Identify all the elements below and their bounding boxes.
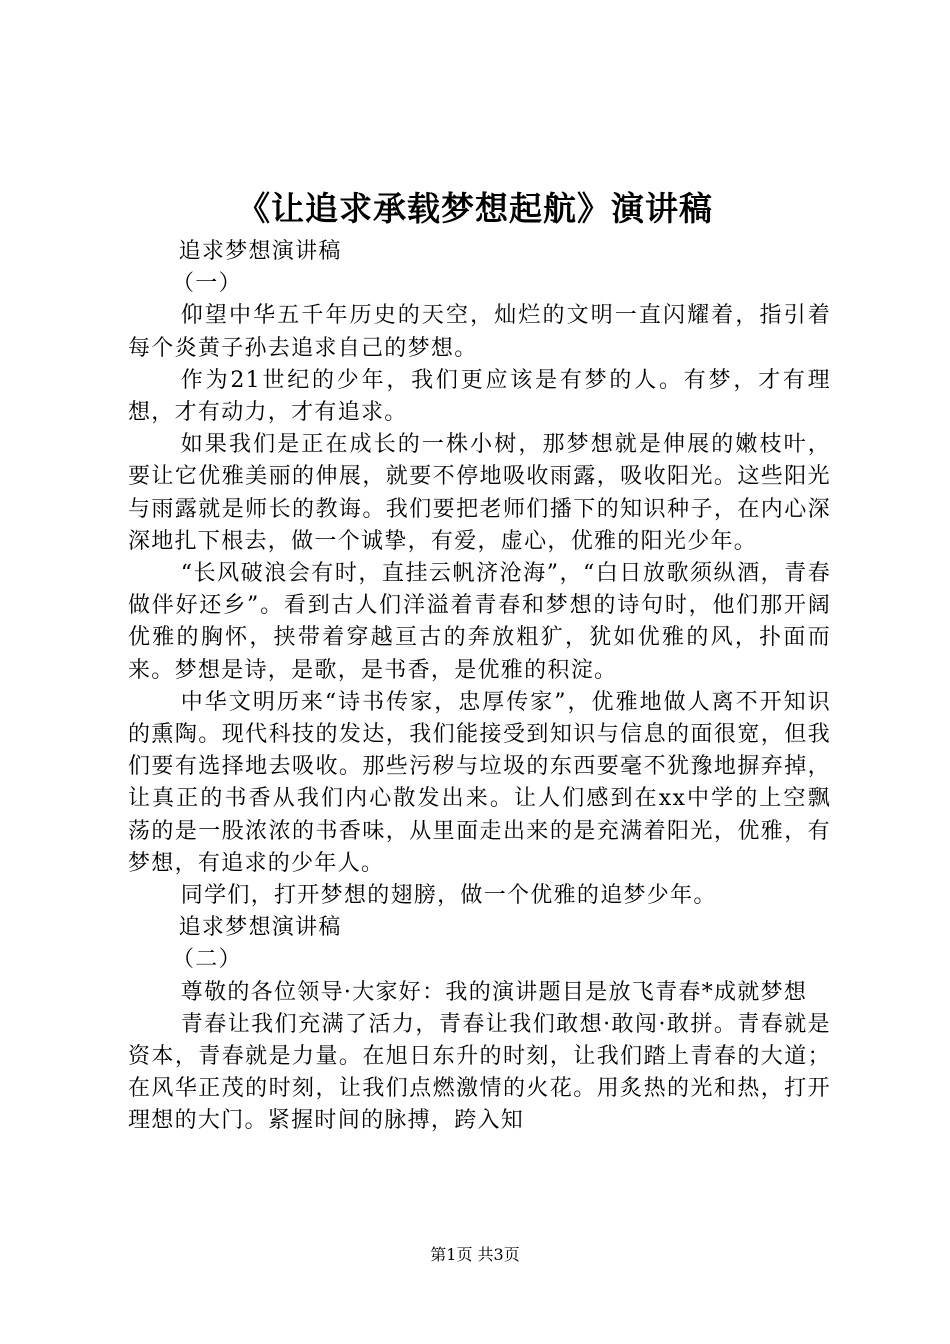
- paragraph: 青春让我们充满了活力，青春让我们敢想·敢闯·敢拼。青春就是资本，青春就是力量。在旭日东升的时刻，让我们踏上青春的大道；在风华正茂的时刻，让我们点燃激情的火花。用炙热的光和热，打开理想的大门。紧握时间的脉搏，跨入知: [128, 1011, 831, 1134]
- document-title: 《让追求承载梦想起航》演讲稿: [237, 189, 713, 228]
- section-heading: 追求梦想演讲稿: [178, 915, 342, 941]
- section-heading: 追求梦想演讲稿: [178, 239, 342, 264]
- document-body: [128, 236, 831, 1138]
- paragraph: “长风破浪会有时，直挂云帆济沧海”，“白日放歌须纵酒，青春做伴好还乡”。看到古人们洋溢着青春和梦想的诗句时，他们那开阔优雅的胸怀，挟带着穿越亘古的奔放粗犷，犹如优雅的风，扑面而来。梦想是诗，是歌，是书香，是优雅的积淀。: [128, 561, 831, 683]
- paragraph: 同学们，打开梦想的翅膀，做一个优雅的追梦少年。: [180, 883, 717, 909]
- section-number: （一）: [172, 271, 242, 297]
- section-number: （二）: [172, 947, 242, 973]
- page-footer: 第1页 共3页: [430, 1245, 520, 1264]
- paragraph: 仰望中华五千年历史的天空，灿烂的文明一直闪耀着，指引着每个炎黄子孙去追求自己的梦想。: [128, 303, 831, 361]
- paragraph: 中华文明历来“诗书传家，忠厚传家”，优雅地做人离不开知识的熏陶。现代科技的发达，我们能接受到知识与信息的面很宽，但我们要有选择地去吸收。那些污秽与垃圾的东西要毫不犹豫地摒弃掉，让真正的书香从我们内心散发出来。让人们感到在xx中学的上空飘荡的是一股浓浓的书香味，从里面走出来的是充满着阳光，优雅，有梦想，有追求的少年人。: [128, 689, 831, 876]
- paragraph: 作为21世纪的少年，我们更应该是有梦的人。有梦，才有理想，才有动力，才有追求。: [128, 367, 831, 426]
- paragraph: 尊敬的各位领导·大家好：我的演讲题目是放飞青春*成就梦想: [180, 979, 808, 1005]
- paragraph: 如果我们是正在成长的一株小树，那梦想就是伸展的嫩枝叶，要让它优雅美丽的伸展，就要不停地吸收雨露，吸收阳光。这些阳光与雨露就是师长的教诲。我们要把老师们播下的知识种子，在内心深深地扎下根去，做一个诚挚，有爱，虚心，优雅的阳光少年。: [128, 432, 831, 554]
